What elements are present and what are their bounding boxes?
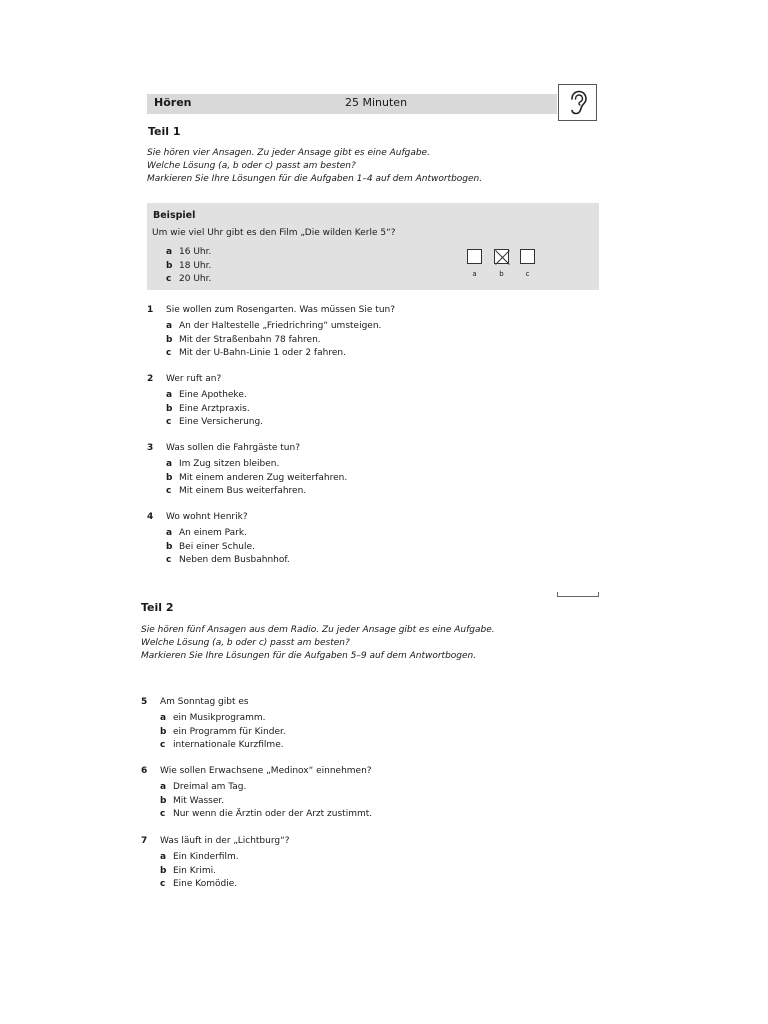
answer-box-label: b: [499, 270, 504, 278]
answer-box-c[interactable]: [520, 249, 535, 264]
option-b: b Bei einer Schule.: [166, 541, 255, 552]
answer-box-label: c: [525, 270, 530, 278]
option-a: a Eine Apotheke.: [166, 390, 247, 400]
option-c: c Nur wenn die Ärztin oder der Arzt zustimmt.: [160, 809, 373, 819]
option-c: c Mit einem Bus weiterfahren.: [166, 486, 307, 496]
option-b: b Mit der Straßenbahn 78 fahren.: [166, 334, 321, 345]
task-options: [160, 781, 372, 822]
instruction-line: Markieren Sie Ihre Lösungen für die Aufgaben 1–4 auf dem Antwortbogen.: [147, 174, 483, 184]
example-option-c: c 20 Uhr.: [166, 274, 212, 284]
task-question: Was sollen die Fahrgäste tun?: [166, 443, 300, 453]
task-options: [166, 458, 347, 499]
option-b: b ein Programm für Kinder.: [160, 726, 286, 737]
task-number: 5: [141, 697, 148, 707]
example-question: Um wie viel Uhr gibt es den Film „Die wilden Kerle 5“?: [152, 228, 396, 238]
instruction-line: Sie hören vier Ansagen. Zu jeder Ansage gibt es eine Aufgabe.: [147, 148, 430, 158]
example-options: [166, 246, 211, 287]
option-c: c Eine Komödie.: [160, 879, 238, 889]
option-b: b Eine Arztpraxis.: [166, 403, 250, 414]
option-a: a Ein Kinderfilm.: [160, 852, 239, 862]
option-a: a An der Haltestelle „Friedrichring“ umsteigen.: [166, 321, 382, 331]
page-corner-mark: [557, 592, 599, 597]
option-c: c Neben dem Busbahnhof.: [166, 555, 290, 565]
teil1-title: Teil 1: [148, 125, 181, 138]
task-question: Was läuft in der „Lichtburg“?: [160, 836, 290, 846]
task-options: [160, 851, 239, 892]
task-number: 1: [147, 305, 154, 315]
task-question: Wo wohnt Henrik?: [166, 512, 248, 522]
example-box: [147, 203, 599, 290]
answer-box-label: a: [472, 270, 477, 278]
task-options: [166, 320, 381, 361]
instruction-line: Welche Lösung (a, b oder c) passt am besten?: [147, 161, 356, 171]
task-number: 2: [147, 374, 154, 384]
option-b: b Mit Wasser.: [160, 795, 225, 806]
option-a: a Im Zug sitzen bleiben.: [166, 459, 280, 469]
option-a: a ein Musikprogramm.: [160, 713, 266, 723]
task-question: Sie wollen zum Rosengarten. Was müssen Sie tun?: [166, 305, 396, 315]
teil2-instructions: [141, 624, 495, 663]
option-b: b Mit einem anderen Zug weiterfahren.: [166, 472, 348, 483]
task-options: [160, 712, 286, 753]
task-question: Am Sonntag gibt es: [160, 697, 249, 707]
section-duration: 25 Minuten: [345, 96, 408, 109]
instruction-line: Markieren Sie Ihre Lösungen für die Aufgaben 5–9 auf dem Antwortbogen.: [141, 651, 477, 661]
instruction-line: Welche Lösung (a, b oder c) passt am besten?: [141, 638, 350, 648]
task-number: 3: [147, 443, 154, 453]
example-option-b: b 18 Uhr.: [166, 260, 212, 271]
section-title-hoeren: Hören: [154, 96, 192, 109]
option-a: a Dreimal am Tag.: [160, 782, 247, 792]
answer-box-a[interactable]: [467, 249, 482, 264]
answer-box-b-checked[interactable]: [494, 249, 509, 264]
option-c: c internationale Kurzfilme.: [160, 740, 284, 750]
option-a: a An einem Park.: [166, 528, 247, 538]
teil2-title: Teil 2: [141, 601, 174, 614]
instruction-line: Sie hören fünf Ansagen aus dem Radio. Zu jeder Ansage gibt es eine Aufgabe.: [141, 625, 495, 635]
ear-icon: [567, 90, 589, 116]
teil1-instructions: [147, 147, 482, 186]
task-question: Wie sollen Erwachsene „Medinox“ einnehmen?: [160, 766, 372, 776]
task-options: [166, 527, 290, 568]
option-c: c Eine Versicherung.: [166, 417, 264, 427]
option-b: b Ein Krimi.: [160, 865, 216, 876]
task-question: Wer ruft an?: [166, 374, 222, 384]
task-number: 6: [141, 766, 148, 776]
section-header-bar: [147, 94, 557, 114]
task-number: 4: [147, 512, 154, 522]
task-options: [166, 389, 263, 430]
option-c: c Mit der U-Bahn-Linie 1 oder 2 fahren.: [166, 348, 346, 358]
example-option-a: a 16 Uhr.: [166, 247, 212, 257]
ear-icon-box: [558, 84, 597, 121]
task-number: 7: [141, 836, 148, 846]
example-title: Beispiel: [153, 210, 196, 221]
cross-mark-icon: [495, 250, 510, 265]
